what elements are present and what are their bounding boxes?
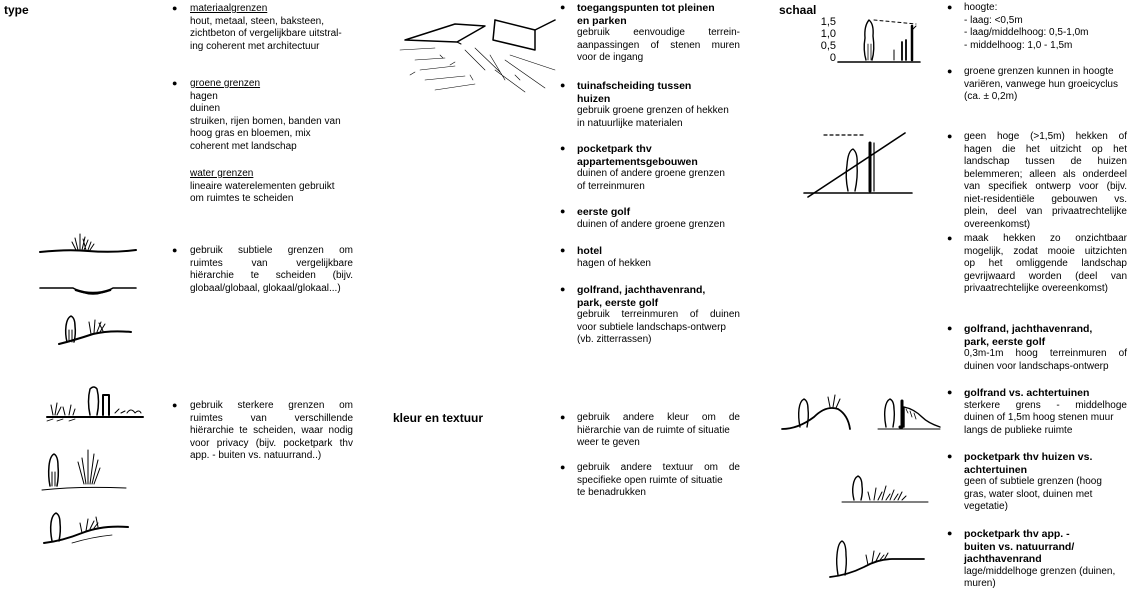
block-line: coherent met landschap xyxy=(190,140,297,152)
subtiele-grenzen-block xyxy=(190,245,353,295)
bullet-icon: ● xyxy=(172,78,178,88)
bullet-icon: ● xyxy=(947,233,953,243)
toegangspunten-block xyxy=(577,2,740,65)
block-line: of terreinmuren xyxy=(577,180,645,192)
scale-tick: 1,0 xyxy=(820,28,836,40)
materiaalgrenzen-block xyxy=(190,3,355,53)
block-line: hagen of hekken xyxy=(577,257,651,269)
block-line: van specifiek ontwerp voor (bijv. xyxy=(964,181,1127,192)
golfrand-block xyxy=(577,284,740,347)
water-grenzen-block xyxy=(190,168,355,206)
bullet-icon: ● xyxy=(172,3,178,13)
block-line: privaatrechtelijke overeenkomst) xyxy=(964,283,1108,294)
block-line: gebruik andere kleur om de xyxy=(577,412,740,423)
figure-dune-bottom-sketch xyxy=(828,533,928,581)
textuur-block xyxy=(577,462,740,500)
scale-chart-sketch xyxy=(838,12,928,67)
header-schaal: schaal xyxy=(779,3,817,17)
scale-tick: 0 xyxy=(829,52,836,64)
header-kleur-en-textuur: kleur en textuur xyxy=(393,411,484,425)
bullet-icon: ● xyxy=(560,2,566,12)
block-title: golfrand, jachthavenrand, xyxy=(577,284,706,296)
block-line: in natuurlijke materialen xyxy=(577,117,683,129)
block-line: hiërarchie van de ruimte of situatie xyxy=(577,424,730,436)
eerste-golf-block xyxy=(577,206,740,231)
sterkere-grenzen-block xyxy=(190,400,353,463)
block-line: sterkere grens - middelhoge xyxy=(964,399,1127,411)
block-title: eerste golf xyxy=(577,206,631,218)
figure-dune-sketch xyxy=(55,308,135,350)
block-title: pocketpark thv huizen vs. xyxy=(964,451,1093,463)
block-line: landschap tussen de huizen xyxy=(964,156,1127,167)
block-line: lineaire waterelementen gebruikt xyxy=(190,180,335,192)
block-line: groene grenzen kunnen in hoogte xyxy=(964,66,1114,77)
onzichtbaar-block xyxy=(964,233,1127,296)
block-line: gebruik terreinmuren of duinen xyxy=(577,309,740,320)
block-line: zichtbeton of vergelijkbare uitstral- xyxy=(190,28,342,39)
block-line: plein, deel van privaatrechtelijke xyxy=(964,206,1127,217)
bullet-icon: ● xyxy=(172,400,178,410)
block-line: gebruik sterkere grenzen om xyxy=(190,400,353,411)
bullet-icon: ● xyxy=(560,206,566,216)
block-line: ing coherent met architectuur xyxy=(190,40,320,52)
block-title: achtertuinen xyxy=(964,463,1028,476)
block-line: belemmeren; alleen als onderdeel xyxy=(964,168,1127,180)
block-line: hiërarchie te scheiden (bijv. xyxy=(190,270,353,281)
block-line: aanpassingen of stenen muren xyxy=(577,39,740,51)
figure-slope-sketch xyxy=(42,505,132,550)
block-title: hotel xyxy=(577,245,603,257)
block-line: gebruik eenvoudige terrein- xyxy=(577,27,740,38)
bullet-icon: ● xyxy=(560,245,566,255)
bullet-icon: ● xyxy=(947,66,953,76)
bullet-icon: ● xyxy=(560,412,566,422)
scale-tick: 0,5 xyxy=(820,40,836,52)
block-line: muren) xyxy=(964,578,996,589)
block-line: specifieke open ruimte of situatie xyxy=(577,474,723,486)
block-line: variëren, vanwege hun groeicyclus xyxy=(964,78,1118,90)
block-title: buiten vs. natuurrand/ xyxy=(964,540,1075,553)
block-line: globaal/globaal, glokaal/glokaal...) xyxy=(190,282,341,294)
scale-ticks xyxy=(812,16,836,64)
block-line: - laag: <0,5m xyxy=(964,14,1023,26)
bullet-icon: ● xyxy=(172,245,178,255)
scale-tick: 1,5 xyxy=(820,16,836,28)
block-line: gevrijwaard worden (deel van xyxy=(964,270,1127,282)
header-type: type xyxy=(4,3,29,17)
block-line: struiken, rijen bomen, banden van xyxy=(190,115,341,127)
block-line: voor de ingang xyxy=(577,52,644,63)
block-line: - middelhoog: 1,0 - 1,5m xyxy=(964,39,1073,51)
block-line: duinen of andere groene grenzen xyxy=(577,168,725,179)
block-title: groene grenzen xyxy=(190,78,261,89)
bullet-icon: ● xyxy=(560,80,566,90)
block-title: golfrand vs. achtertuinen xyxy=(964,387,1090,399)
block-line: op het omliggende landschap xyxy=(964,258,1127,269)
block-line: ruimtes van verschillende xyxy=(190,412,353,424)
bullet-icon: ● xyxy=(560,284,566,294)
block-line: niet-residentiële gebouwen vs. xyxy=(964,193,1127,205)
block-line: gebruik andere textuur om de xyxy=(577,462,740,473)
block-line: hiërarchie te scheiden, waar nodig xyxy=(190,425,353,436)
block-line: hagen xyxy=(190,90,218,102)
achtertuinen-block xyxy=(964,387,1127,437)
block-line: gras, water sloot, duinen met xyxy=(964,488,1093,500)
figure-grass-sketch xyxy=(38,440,128,495)
kleur-block xyxy=(577,412,740,450)
block-line: duinen of 1,5m hoog stenen muur xyxy=(964,412,1114,423)
grass-strip-sketch xyxy=(38,228,138,258)
bullet-icon: ● xyxy=(947,387,953,397)
wall-hedge-sketch xyxy=(45,383,145,423)
block-line: hout, metaal, steen, baksteen, xyxy=(190,15,324,27)
bullet-icon: ● xyxy=(947,131,953,141)
water-ditch-sketch xyxy=(38,280,138,300)
pocketpark-app-block xyxy=(964,528,1127,591)
block-line: hoogte: xyxy=(964,2,998,13)
block-line: (ca. ± 0,2m) xyxy=(964,91,1018,102)
block-line: voor subtiele landschaps-ontwerp xyxy=(577,321,726,333)
block-line: app. - buiten vs. natuurrand..) xyxy=(190,450,322,461)
groeicyclus-block xyxy=(964,66,1129,104)
hoogte-block xyxy=(964,2,1129,52)
block-line: langs de publieke ruimte xyxy=(964,424,1073,436)
block-line: overeenkomst) xyxy=(964,218,1031,230)
hotel-block xyxy=(577,245,740,270)
block-line: gebruik subtiele grenzen om xyxy=(190,245,353,256)
bullet-icon: ● xyxy=(947,451,953,461)
pocketpark-huizen-block xyxy=(964,451,1127,514)
bullet-icon: ● xyxy=(947,528,953,538)
block-line: duinen xyxy=(190,103,221,114)
bullet-icon: ● xyxy=(560,462,566,472)
block-title: water grenzen xyxy=(190,168,254,179)
block-line: duinen of andere groene grenzen xyxy=(577,218,725,230)
access-paths-sketch xyxy=(395,10,560,95)
block-title: materiaalgrenzen xyxy=(190,3,268,14)
block-line: hoog gras en bloemen, mix xyxy=(190,128,311,139)
block-line: gebruik groene grenzen of hekken xyxy=(577,105,729,116)
block-line: te benadrukken xyxy=(577,487,646,498)
figure-grass-small-sketch xyxy=(840,470,930,505)
golfrand-schaal-block xyxy=(964,323,1127,373)
block-line: om ruimtes te scheiden xyxy=(190,193,294,204)
tuinafscheiding-block xyxy=(577,80,740,130)
block-line: geen hoge (>1,5m) hekken of xyxy=(964,131,1127,142)
block-title: huizen xyxy=(577,92,611,105)
block-line: voor privacy (bijv. pocketpark thv xyxy=(190,437,353,449)
block-line: - laag/middelhoog: 0,5-1,0m xyxy=(964,27,1089,38)
block-line: 0,3m-1m hoog terreinmuren of xyxy=(964,348,1127,359)
block-title: en parken xyxy=(577,14,627,27)
block-title: toegangspunten tot pleinen xyxy=(577,2,715,14)
dune-wall-sketch xyxy=(778,387,943,435)
block-line: duinen voor landschaps-ontwerp xyxy=(964,360,1109,372)
block-line: weer te geven xyxy=(577,437,640,448)
bullet-icon: ● xyxy=(560,143,566,153)
block-title: appartementsgebouwen xyxy=(577,155,698,168)
block-title: jachthavenrand xyxy=(964,553,1042,565)
block-line: hagen die het uitzicht op het xyxy=(964,143,1127,155)
bullet-icon: ● xyxy=(947,323,953,333)
bullet-icon: ● xyxy=(947,2,953,12)
fence-view-sketch xyxy=(800,125,915,200)
hekken-block xyxy=(964,131,1127,231)
block-title: golfrand, jachthavenrand, xyxy=(964,323,1093,335)
block-line: maak hekken zo onzichtbaar xyxy=(964,233,1127,244)
groene-grenzen-block xyxy=(190,78,355,153)
block-title: tuinafscheiding tussen xyxy=(577,80,692,92)
pocketpark-block xyxy=(577,143,740,193)
block-line: vegetatie) xyxy=(964,501,1008,512)
block-line: (vb. zitterrassen) xyxy=(577,334,652,345)
block-line: geen of subtiele grenzen (hoog xyxy=(964,476,1102,487)
block-title: park, eerste golf xyxy=(577,296,659,309)
block-title: pocketpark thv app. - xyxy=(964,528,1070,540)
block-title: pocketpark thv xyxy=(577,143,652,155)
block-line: ruimtes van vergelijkbare xyxy=(190,257,353,269)
block-line: lage/middelhoge grenzen (duinen, xyxy=(964,565,1116,577)
block-line: mogelijk, zodat mooie uitzichten xyxy=(964,245,1127,257)
block-title: park, eerste golf xyxy=(964,335,1046,348)
